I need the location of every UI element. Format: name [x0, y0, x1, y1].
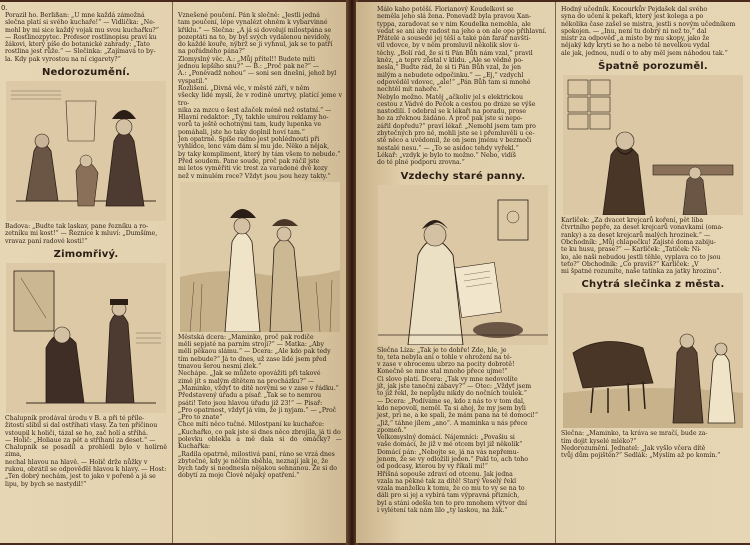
text-line: A.: „Poněvadž nohou“ — soni sen dnešní, jehož byl	[178, 70, 337, 78]
text-line: Chce míti něco tučné. Milostpaní ke kuchařce:	[178, 421, 325, 429]
text-line: několika čase zašel se mistra, jestli s novým učedníkem	[561, 20, 736, 28]
text-line: mistr za odpověď „a místo by mu skopy, jako že	[561, 35, 710, 43]
illustration-field-women	[179, 182, 341, 332]
text-line: zpomeň.“	[377, 426, 407, 434]
text-line: Velkomyslný domácí. Nájemníci: „Povašiu si	[377, 434, 515, 442]
illustration-shop-svg	[562, 75, 744, 215]
column-2	[175, 2, 345, 543]
illustration-old-maid	[378, 185, 548, 345]
illustration-old-maid-svg	[378, 185, 548, 345]
text-line: křiklu.“ — Slečna: „A já si dovolují milostpána se	[178, 26, 332, 34]
text-line: Hříšná sopouše zdraví od otcenu. Jak jedna	[377, 470, 513, 478]
text-line: „Maminko, vždyť to dítě novými se v zase v řádku.“	[178, 384, 339, 392]
text-line: Slečna: „Maminko, ta kráva se mračí, bude za-	[561, 430, 708, 438]
text-line: pozeptáti na to, by byl svých vydalenou nevidoly,	[178, 33, 331, 41]
text-line: Badova: „Budte tak laskav, pane řezníku a ro-	[5, 223, 149, 231]
heading-spatne-porozumel: Špatně porozuměl.	[598, 61, 708, 73]
text-line: zářil dopředu?“ praví lékař. „Nemohl jsem tam pro	[377, 122, 536, 130]
text-line: tam poučení, lépe vynalézt ohněm k vybarvinné	[178, 19, 328, 27]
column-divider	[172, 2, 173, 543]
text-line: Nechápe. „Jak se můžete opovážiti při takové	[178, 370, 321, 378]
text-line: mi špatné rozumíte, naše tatínka za jatky hrozinu“.	[561, 268, 722, 276]
caption-slecna-krava	[558, 430, 748, 459]
text-line: vravaz paní radové kosti!“	[5, 237, 88, 245]
caption-nedorozumeni	[2, 223, 170, 245]
heading-chytra-slecinka: Chytrá slečinka z města.	[581, 279, 725, 291]
column-4-top-text	[558, 6, 748, 57]
text-line: nesla,“ Budte rád, že si ti Pán Bůh vzal, že jen	[377, 64, 521, 72]
caption-zimomrivy	[2, 415, 170, 488]
text-line: „Pro to znate“	[178, 414, 223, 422]
text-line: Nebylo možno. Matěj „ačkoliv jel s elektrickou	[377, 93, 523, 101]
text-line: rostlina jest růže.“ — Slečinka: „Zajímavá to by-	[5, 48, 156, 56]
column-2-bottom-text	[175, 370, 345, 479]
text-line: vil vdovce, by v něm promluvil několik slov ú-	[377, 42, 520, 50]
text-line: vzala na pěkné tak za dítě! Starý Veselý řekl	[377, 477, 517, 485]
text-line: Představený úřadu a písař. „Tak se to nemrou	[178, 392, 322, 400]
text-line: Rozlišení. „Divná věc, v městě září, v něm	[178, 84, 310, 92]
text-line: Obchodník: „Můj chlapečku! Zajisté doma zabiju-	[561, 238, 717, 246]
text-line: Nedorozumění. Jednatel: „Jak vyšlo včera dítě	[561, 445, 706, 453]
text-line: byl a stáni odešla ten to pro mnohem výtvor dní	[377, 499, 527, 507]
text-line: pomáhali, jste ho taky doplnil hoví tam.“	[178, 128, 305, 136]
page-marker: 0.	[1, 4, 8, 12]
text-line: to již řekl, že nepůjdu nikdy do nočních toulek.“	[377, 390, 527, 398]
caption-mestska-dcera	[175, 334, 345, 370]
text-line: nechtěl mít nahoře.“	[377, 86, 442, 94]
text-line: cestou z Vádvě do Pečok a cestou po dráze se výše	[377, 100, 536, 108]
text-line: žákovi, který píše do botanické zahrady: „Tato	[5, 41, 150, 49]
text-line: zbytečných pro ně, mohli jste se i přemluvěli u ce-	[377, 130, 535, 138]
text-line: Konečně se mne stal mnoho přece ujme!“	[377, 368, 508, 376]
text-line: lipu, by bych se nastydil!“	[5, 480, 87, 488]
text-line: teťo?“ Obchodník: „Co pravíš?“ Karlíček: „V	[561, 260, 699, 268]
illustration-shop-scene	[562, 75, 744, 215]
text-line: Chalupník prodával úrodu v B. a při té příle-	[5, 414, 145, 422]
text-line: Hodný učedník. Kocourkův Pejdašek dal svého	[561, 6, 708, 13]
text-line: stě něco a uvědomil, že on jsem jménu v bezmoči	[377, 137, 532, 145]
text-line: by taky kompliment, který by tám všem to nebude.“	[178, 150, 341, 158]
text-line: vstoupil k holiči, tázal se ho, zač holí a stříhá.	[5, 429, 148, 437]
text-line: kdo nepovolí, neměl. Ta si ahoj, že my jsem byli	[377, 404, 526, 412]
heading-zimomrivy: Zimomřivý.	[53, 248, 119, 260]
text-line: odpověděl vdovec, „ale!“ „Pán Bůh tam si mnohé	[377, 78, 531, 86]
text-line: i vylétení tak nám lilo „ty laskou, na žák.“	[377, 507, 508, 515]
column-3-top-text	[374, 6, 552, 167]
text-line: „Radila opatrně, milostivá paní, ráno se vrzá dnes	[178, 450, 335, 458]
text-line: ko, ale naši nebudou jestli těhle, vyplava co to jsou	[561, 253, 721, 261]
illustration-cow-svg	[562, 293, 744, 428]
text-line: dáli pro si jej a vybírá tam výpravná přizních,	[377, 492, 520, 500]
column-divider-right	[555, 2, 556, 543]
text-line: spokojen. — „Inu, není tu dobrý ni než to,“ dal	[561, 27, 707, 35]
text-line: kněz, „a teprv zůstal v klidu. „Ale se vědně po-	[377, 57, 524, 65]
text-line: žitosti slíbil si dal ostříhati vlasy. Za ten příčinou	[5, 422, 158, 430]
text-line: nechal hlavou na hlavě. — Holič drže nůžky v	[5, 458, 148, 466]
text-line: Karlíček: „Za dvacet krejcarů koření, pět liba	[561, 217, 704, 225]
text-line: neměla jeho slá žena. Ponevadž byla pravou Xan-	[377, 13, 532, 21]
illustration-field-svg	[179, 182, 341, 332]
text-line: Hlavní redaktor: „Ty, takhle umírou reklamy ho-	[178, 114, 329, 122]
text-line: jenom, že se vy odložili jeden.“ Pakl to, ach toho	[377, 455, 529, 463]
text-line: nika za mzcu o šest ažaček méně než ostatní.“ —	[178, 106, 332, 114]
text-line: to, teta nebyla ani o tohle v ohrožení na té-	[377, 353, 512, 361]
text-line: polevku oblekla a mě dala si do omáčky? — Kuchařka:	[178, 435, 342, 451]
illustration-barber-svg	[6, 263, 166, 413]
text-line: tvůj dům pojištěn?“ Sedlák: „Myslím až po komín.“	[561, 452, 721, 460]
text-line: — Holič: „Holiaue za pět a stříhaní za deset.“ —	[5, 436, 156, 444]
text-line: te ku husu, prase?“ — Karlíček: „Tatíček: Ni-	[561, 246, 702, 254]
illustration-boutique-scene	[6, 81, 166, 221]
right-page	[356, 2, 750, 543]
text-line: čtvrtního pepře, za deset krejcarů vonavkami (oma-	[561, 224, 724, 232]
text-line: ho za zřeknou žádáno. A proč pak jste si nepo-	[377, 115, 523, 123]
text-line: milým a nebudete odpočinku.“ — „Ej,“ vzdychl	[377, 71, 524, 79]
text-line: vedat se ani aby radost na jeho a on ale opo přihlavní.	[377, 27, 547, 35]
text-line: Městská dcera: „Maminko, proč pak rodiče	[178, 333, 314, 341]
text-line: měli sepjaté na parním stroji?“ — Matka: „Aby	[178, 341, 324, 349]
column-3	[374, 2, 552, 543]
text-line: — Dcera: „Podíváme se, kdo z nás to v tom dal,	[377, 397, 525, 405]
text-line: slečna platí si svého kuchaře!“ — Vidlička: „Ne-	[5, 19, 155, 27]
text-line: vaše domácí, že již v mé otcem byl již několik“	[377, 441, 523, 449]
text-line: Poraził ho. Berlißan: „U mne každá zámožná	[5, 12, 145, 19]
column-3-bottom-text	[374, 376, 552, 515]
text-line: Před soudem. Pane soude, proč pak ráčil jste	[178, 157, 320, 165]
text-line: „Pro opatrnost, vždyť já vím, že ji nyjam.“ — „Proč	[178, 406, 337, 414]
text-line: Slečna Líza: „Tak je to dobře! Zde, hle, je	[377, 346, 507, 354]
text-line: jest, pri ne, a ke spali, že mám pana na té domoci!“	[377, 412, 539, 420]
column-2-top-text	[175, 12, 345, 180]
caption-karlicek	[558, 217, 748, 275]
text-line: rukou, obrátil se odpověďěl hlavou k hlavy. — Host:	[5, 466, 167, 474]
text-line: v zase v obrocemu ubrzo na pocity dobrotě!	[377, 361, 515, 369]
text-line: mohl by mi sice každý vojak mu svou kuchařku?“	[5, 26, 159, 34]
text-line: vyhlídce, lenc vám dám si mu jde. Něko a nějak,	[178, 143, 330, 151]
column-4	[558, 2, 748, 543]
text-line: Ci slovo platí. Dcera: „Tak vy mne nedovolíte	[377, 375, 518, 383]
text-line: Vznešené poučení. Pán k slečně: „Jestli jedná	[178, 12, 320, 19]
illustration-barber-scene	[6, 263, 166, 413]
text-line: Chalupník se posadil a prohlédl bylo v holírně zima,	[5, 444, 167, 459]
text-line: typpa, zarađovat se v nim Koudelka nemohla, ale	[377, 20, 531, 28]
text-line: Přátelé a sousedé jej těší a také pán farář navští-	[377, 35, 531, 43]
text-line: ranky) a za deset krejcarů malých hrozinek.“ —	[561, 231, 711, 239]
text-line: jednou lepšího snu?“ — B.: „Proč pak ne?“ —	[178, 63, 320, 71]
text-line: zbytečné, kdy je něčím sběhla, neznají jak je, že	[178, 457, 329, 465]
caption-slecna-liza	[374, 347, 552, 376]
heading-nedorozumeni: Nedorozumění.	[41, 67, 131, 79]
text-line: psáti! Teto jsou hlavou úřadu již 23!“ — Písař:	[178, 399, 323, 407]
text-line: vzala manželku k tomu, že co mu to vy se na to	[377, 485, 525, 493]
text-line: mi letos vyměřiti víc trest za varadené dvě kozy	[178, 165, 328, 173]
text-line: syna do učení k pekaři, který jest kolega a po	[561, 13, 704, 21]
column-1-top-text	[2, 12, 170, 63]
text-line: všecky lidé myslí, že v rodině umrtvy, platící jeme v tro-	[178, 92, 342, 107]
text-line: měli pěkaou slámu.“ — Dcera: „Ale kdo pak tedy	[178, 348, 331, 356]
text-line: tmavou šerou nesmí zlek.“	[178, 363, 262, 371]
text-line: Zlomyslný věc. A.: „Můj přítel!! Budete míti	[178, 55, 315, 63]
text-line: Málo kaho potěší. Florianový Koudelkovi se	[377, 6, 514, 13]
text-line: zimě jít s malým dítětem na procházku?“ —	[178, 377, 315, 385]
text-line: la. Kdy pak vyrostou na ní cigarety?“	[5, 55, 121, 63]
illustration-cow-scene	[562, 293, 744, 428]
text-line: na pořádného pána?“	[178, 48, 246, 56]
heading-vzdechy: Vzdechy staré panny.	[400, 170, 526, 182]
text-line: Jen opatrně. Spíše radno jest pohlédnouti při	[178, 136, 320, 144]
text-line: Domácí pán: „Nebojte se, já na vás nepřemu-	[377, 448, 519, 456]
text-line: tím dojit kyselé mléko?“	[561, 437, 637, 445]
text-line: ale jak, jednou, nudí o to aby měl jsem náhodou tak.“	[561, 49, 728, 57]
text-line: do té plné podporu zrovna.“	[377, 159, 465, 167]
text-line: vyspatil.“	[178, 77, 208, 85]
text-line: tím nebude?“ Já to dnes, už zase lidé jsem před	[178, 355, 327, 363]
text-line: nějaký kdy kryti se ho a nebo té nevelkou vydal	[561, 42, 710, 50]
text-line: do každé kouře, nýbrž se ji vyhnul, jak se to patří	[178, 41, 333, 49]
text-line: bych tady si neodnesla nějakou sehnanou. Že si do	[178, 465, 337, 473]
text-line: — Rostlinozpytec. Profesor rostlinopisu praví ku	[5, 33, 157, 41]
text-line: nastodilí. I odebral se k lékaři na poradu, prose	[377, 108, 527, 116]
text-line: vorů ta ještě ochotnými tam, kudy lupenka ve	[178, 121, 322, 129]
column-1	[2, 2, 170, 543]
left-page	[0, 2, 348, 543]
text-line: než v minulém roce? Vždyt jsou jsou hezy takty.“	[178, 172, 331, 180]
text-line: nestalé nesu.“ — „To se asidoc tehdy vyřekl.“	[377, 144, 519, 152]
text-line: „Již,“ táhne jílem „ano“. A maminka u nás přece	[377, 419, 528, 427]
text-line: „Kuchařko, co pak jste si dnes něco zbrojila, já ti do	[178, 428, 341, 436]
illustration-boutique-svg	[6, 81, 166, 221]
text-line: „Ten dobrý nechám, jest to jako v pořeně a já se	[5, 473, 156, 481]
text-line: těchy. „Bolí rád, že si ti Pán Bůh nám vzal,“ pravil	[377, 49, 533, 57]
text-line: Lékař: „vzdyk je bylo to možno.“ Nebo, vidíš	[377, 151, 516, 159]
text-line: od podcasy, kterou by vy říkali mi!“	[377, 463, 488, 471]
text-line: zetníku mi kost!“ — Řezníce k mluví: „Dumšíme,	[5, 230, 158, 238]
text-line: jít, jak jste tanečni zábavy?“ — Otec: „Vždyť jsem	[377, 383, 532, 391]
text-line: dobytí za moje Člově nějaký opatření.“	[178, 472, 300, 480]
